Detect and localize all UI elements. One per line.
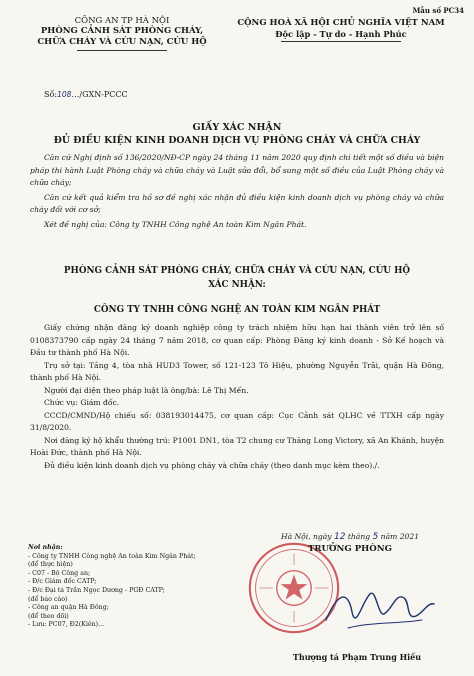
confirm-heading: XÁC NHẬN: [208, 280, 266, 290]
handwritten-signature [318, 572, 438, 642]
doc-number-prefix: Số: [44, 90, 58, 99]
recipient-item: - Đ/c Giám đốc CATP; [28, 578, 97, 586]
department-heading: PHÒNG CẢNH SÁT PHÒNG CHÁY, CHỮA CHÁY VÀ CỨU NẠN, CỨU HỘ [63, 266, 411, 276]
doc-number-handwritten: 108 [57, 90, 72, 99]
recipient-item: - C07 - Bộ Công an; [28, 569, 91, 577]
document-number [44, 90, 128, 99]
place-date-month-label: tháng [347, 532, 371, 541]
legal-basis [30, 152, 444, 233]
doc-number-suffix: …/GXN-PCCC [71, 90, 128, 99]
signer-name: Thượng tá Phạm Trung Hiếu [292, 652, 422, 662]
date-day-handwritten: 12 [333, 532, 346, 542]
date-month-handwritten: 5 [372, 532, 379, 542]
place-date-prefix: Hà Nội, ngày [280, 532, 332, 541]
company-name: CÔNG TY TNHH CÔNG NGHỆ AN TOÀN KIM NGÂN PHÁT [93, 305, 381, 315]
detail-item: Nơi đăng ký hộ khẩu thường trú: P1001 DN1, tòa T2 chung cư Thăng Long Victory, xã An Khánh, huyện Hoài Đức, thành phố Hà Nội. [30, 435, 444, 457]
recipient-item: - Đ/c Đại tá Trần Ngọc Dương - PGĐ CATP; [28, 586, 165, 594]
motto-underline [281, 41, 401, 42]
recipient-item: - Công ty TNHH Công nghệ An toàn Kim Ngân Phát; [28, 552, 196, 560]
legal-basis-item: Căn cứ Nghị định số 136/2020/NĐ-CP ngày 24 tháng 11 năm 2020 quy định chi tiết một số điều và biện pháp thi hành Luật Phòng cháy và chữa cháy và Luật sửa đổi, bổ sung một số điều của Luật Phòng cháy và chữa cháy; [30, 153, 444, 187]
document-title: GIẤY XÁC NHẬN [192, 122, 282, 133]
legal-basis-item: Căn cứ kết quả kiểm tra hồ sơ đề nghị xác nhận đủ điều kiện kinh doanh dịch vụ phòng cháy và chữa cháy đối với cơ sở; [30, 192, 444, 214]
issuing-agency-header [24, 16, 220, 51]
recipient-item: - Công an quận Hà Đông; [28, 604, 109, 612]
certificate-details [30, 322, 444, 472]
nation-title: CỘNG HOÀ XÃ HỘI CHỦ NGHĨA VIỆT NAM [237, 18, 445, 28]
detail-item: Giấy chứng nhận đăng ký doanh nghiệp công ty trách nhiệm hữu hạn hai thành viên trở lên số 0108373790 cấp ngày 24 tháng 7 năm 2018, cơ quan cấp: Phòng Đăng ký kinh doanh - Sở Kế hoạch và Đầu tư thành phố Hà Nội. [30, 323, 444, 357]
agency-name-line2: CHỮA CHÁY VÀ CỨU NẠN, CỨU HỘ [37, 36, 207, 47]
recipient-item: - Lưu: PC07, Đ2(Kiên)... [28, 621, 105, 629]
detail-item: Người đại diện theo pháp luật là ông/bà: Lê Thị Mến. [44, 385, 249, 395]
place-date [250, 532, 450, 542]
agency-name-line1: PHÒNG CẢNH SÁT PHÒNG CHÁY, [40, 26, 204, 36]
document-subtitle: ĐỦ ĐIỀU KIỆN KINH DOANH DỊCH VỤ PHÒNG CHÁY VÀ CHỮA CHÁY [53, 135, 421, 146]
agency-parent: CÔNG AN TP HÀ NỘI [74, 16, 170, 26]
detail-item: Trụ sở tại: Tầng 4, tòa nhà HUD3 Tower, số 121-123 Tô Hiệu, phường Nguyễn Trãi, quận Hà Đông, thành phố Hà Nội. [30, 360, 444, 382]
detail-item: CCCD/CMND/Hộ chiếu số: 038193014475, cơ quan cấp: Cục Cảnh sát QLHC về TTXH cấp ngày 31/8/2020. [30, 410, 444, 432]
recipients-block [28, 544, 228, 630]
signature-block [250, 532, 450, 554]
recipient-item: (để báo cáo) [28, 595, 68, 603]
place-date-year: năm 2021 [380, 532, 420, 541]
form-code: Mẫu số PC34 [412, 6, 464, 15]
detail-item: Đủ điều kiện kinh doanh dịch vụ phòng cháy và chữa cháy (theo danh mục kèm theo)./. [44, 460, 380, 470]
signer-title: TRƯỞNG PHÒNG [308, 544, 392, 554]
legal-basis-item: Xét đề nghị của: Công ty TNHH Công nghệ An toàn Kim Ngân Phát. [44, 219, 307, 229]
detail-item: Chức vụ: Giám đốc. [44, 398, 120, 407]
recipients-label: Nơi nhận: [28, 544, 63, 551]
recipient-item: (để thực hiện) [28, 561, 73, 569]
national-motto: Độc lập - Tự do - Hạnh Phúc [275, 29, 407, 39]
header-underline [77, 50, 167, 51]
national-header [220, 18, 462, 42]
recipient-item: (để theo dõi) [28, 612, 69, 620]
